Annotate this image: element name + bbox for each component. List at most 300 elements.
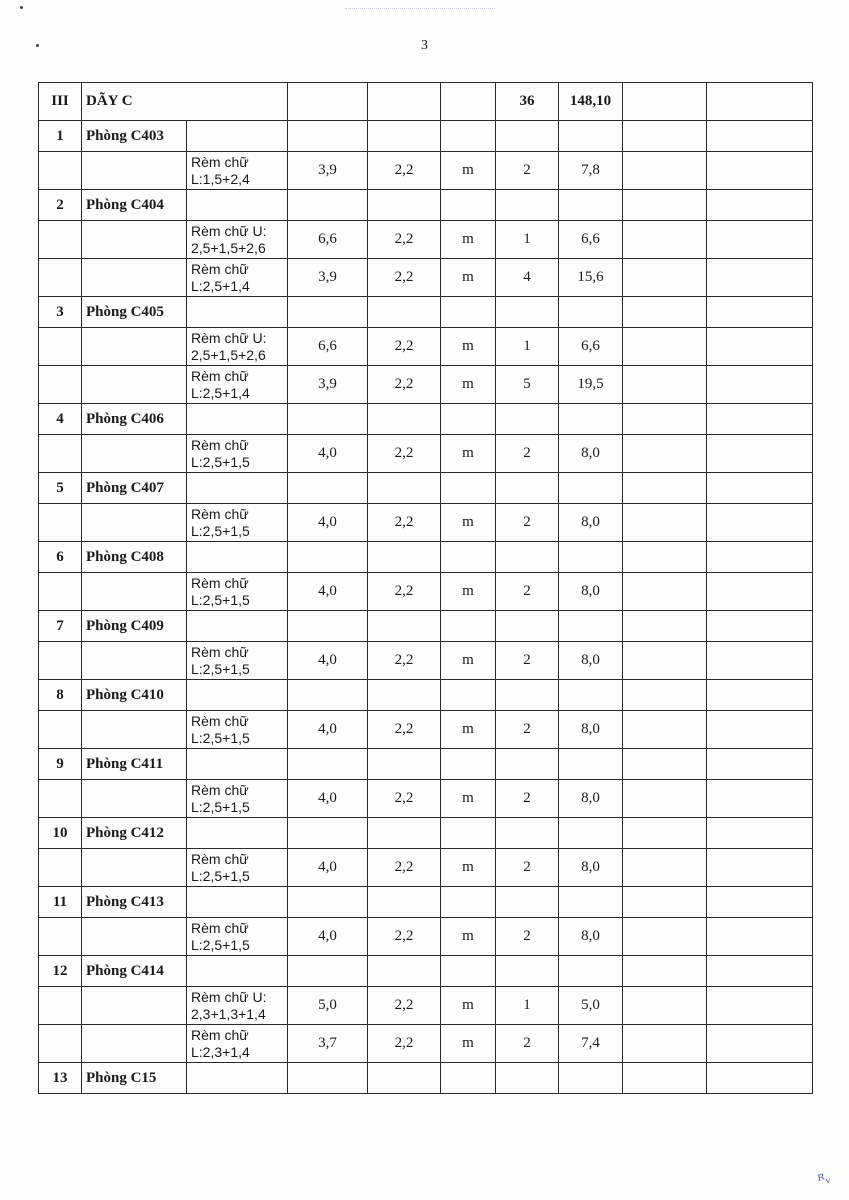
empty-cell — [559, 121, 623, 152]
empty-cell — [623, 297, 707, 328]
item-qty-cell: 2 — [496, 849, 559, 887]
empty-cell — [82, 504, 187, 542]
empty-cell — [187, 887, 288, 918]
room-name-cell: Phòng C407 — [82, 473, 187, 504]
empty-cell — [288, 542, 368, 573]
item-total-cell: 8,0 — [559, 504, 623, 542]
empty-cell — [441, 297, 496, 328]
room-row — [39, 121, 813, 152]
room-name-cell: Phòng C412 — [82, 818, 187, 849]
empty-cell — [441, 473, 496, 504]
empty-cell — [187, 121, 288, 152]
empty-cell — [707, 404, 813, 435]
empty-cell — [707, 987, 813, 1025]
item-row — [39, 711, 813, 749]
empty-cell — [441, 887, 496, 918]
empty-cell — [623, 259, 707, 297]
section-total-cell: 148,10 — [559, 83, 623, 121]
room-row — [39, 542, 813, 573]
item-unit-cell: m — [441, 642, 496, 680]
empty-cell — [288, 818, 368, 849]
item-qty-cell: 2 — [496, 504, 559, 542]
room-number-cell: 8 — [39, 680, 82, 711]
room-number-cell: 10 — [39, 818, 82, 849]
room-name-cell: Phòng C409 — [82, 611, 187, 642]
empty-cell — [707, 918, 813, 956]
empty-cell — [288, 680, 368, 711]
item-qty-cell: 2 — [496, 573, 559, 611]
item-row — [39, 642, 813, 680]
empty-cell — [441, 83, 496, 121]
item-description-cell: Rèm chữ U: 2,3+1,3+1,4 — [187, 987, 288, 1025]
empty-cell — [82, 918, 187, 956]
empty-cell — [187, 749, 288, 780]
empty-cell — [288, 1063, 368, 1094]
empty-cell — [707, 152, 813, 190]
item-qty-cell: 5 — [496, 366, 559, 404]
empty-cell — [39, 435, 82, 473]
empty-cell — [707, 749, 813, 780]
empty-cell — [707, 680, 813, 711]
room-name-cell: Phòng C408 — [82, 542, 187, 573]
empty-cell — [441, 404, 496, 435]
empty-cell — [187, 818, 288, 849]
empty-cell — [707, 83, 813, 121]
empty-cell — [623, 404, 707, 435]
empty-cell — [187, 680, 288, 711]
empty-cell — [82, 152, 187, 190]
item-description-cell: Rèm chữ L:1,5+2,4 — [187, 152, 288, 190]
item-unit-cell: m — [441, 328, 496, 366]
item-height-cell: 2,2 — [368, 987, 441, 1025]
empty-cell — [623, 711, 707, 749]
room-row — [39, 190, 813, 221]
empty-cell — [187, 542, 288, 573]
item-total-cell: 8,0 — [559, 918, 623, 956]
item-width-cell: 4,0 — [288, 711, 368, 749]
empty-cell — [368, 473, 441, 504]
empty-cell — [368, 83, 441, 121]
empty-cell — [288, 749, 368, 780]
empty-cell — [368, 611, 441, 642]
empty-cell — [39, 1025, 82, 1063]
room-name-cell: Phòng C403 — [82, 121, 187, 152]
empty-cell — [368, 297, 441, 328]
empty-cell — [441, 190, 496, 221]
item-qty-cell: 2 — [496, 435, 559, 473]
empty-cell — [559, 1063, 623, 1094]
item-total-cell: 7,4 — [559, 1025, 623, 1063]
empty-cell — [441, 1063, 496, 1094]
room-number-cell: 3 — [39, 297, 82, 328]
scan-dot — [20, 6, 23, 9]
item-height-cell: 2,2 — [368, 780, 441, 818]
empty-cell — [187, 1063, 288, 1094]
item-description-cell: Rèm chữ L:2,5+1,4 — [187, 259, 288, 297]
empty-cell — [82, 221, 187, 259]
item-description-cell: Rèm chữ U: 2,5+1,5+2,6 — [187, 328, 288, 366]
item-qty-cell: 4 — [496, 259, 559, 297]
empty-cell — [496, 121, 559, 152]
empty-cell — [39, 642, 82, 680]
item-width-cell: 6,6 — [288, 328, 368, 366]
item-row — [39, 987, 813, 1025]
empty-cell — [707, 221, 813, 259]
empty-cell — [288, 190, 368, 221]
item-description-cell: Rèm chữ L:2,5+1,5 — [187, 918, 288, 956]
item-description-cell: Rèm chữ L:2,5+1,5 — [187, 780, 288, 818]
item-unit-cell: m — [441, 259, 496, 297]
item-unit-cell: m — [441, 780, 496, 818]
empty-cell — [187, 297, 288, 328]
room-name-cell: Phòng C411 — [82, 749, 187, 780]
item-qty-cell: 1 — [496, 328, 559, 366]
empty-cell — [288, 83, 368, 121]
item-height-cell: 2,2 — [368, 259, 441, 297]
empty-cell — [496, 542, 559, 573]
empty-cell — [39, 573, 82, 611]
room-number-cell: 6 — [39, 542, 82, 573]
empty-cell — [82, 642, 187, 680]
page-number: 3 — [421, 38, 428, 53]
item-unit-cell: m — [441, 849, 496, 887]
empty-cell — [39, 987, 82, 1025]
item-width-cell: 3,7 — [288, 1025, 368, 1063]
empty-cell — [559, 297, 623, 328]
empty-cell — [559, 956, 623, 987]
item-unit-cell: m — [441, 366, 496, 404]
empty-cell — [707, 642, 813, 680]
empty-cell — [82, 435, 187, 473]
room-name-cell: Phòng C15 — [82, 1063, 187, 1094]
item-description-cell: Rèm chữ L:2,5+1,5 — [187, 711, 288, 749]
item-width-cell: 3,9 — [288, 259, 368, 297]
item-height-cell: 2,2 — [368, 328, 441, 366]
empty-cell — [39, 780, 82, 818]
room-name-cell: Phòng C406 — [82, 404, 187, 435]
empty-cell — [707, 849, 813, 887]
empty-cell — [496, 297, 559, 328]
room-number-cell: 4 — [39, 404, 82, 435]
item-height-cell: 2,2 — [368, 435, 441, 473]
empty-cell — [623, 749, 707, 780]
empty-cell — [368, 542, 441, 573]
room-number-cell: 5 — [39, 473, 82, 504]
empty-cell — [288, 121, 368, 152]
item-unit-cell: m — [441, 987, 496, 1025]
item-unit-cell: m — [441, 918, 496, 956]
empty-cell — [559, 404, 623, 435]
empty-cell — [707, 956, 813, 987]
item-row — [39, 918, 813, 956]
item-width-cell: 4,0 — [288, 849, 368, 887]
item-height-cell: 2,2 — [368, 711, 441, 749]
item-width-cell: 4,0 — [288, 918, 368, 956]
empty-cell — [496, 956, 559, 987]
section-row — [39, 83, 813, 121]
room-number-cell: 9 — [39, 749, 82, 780]
item-description-cell: Rèm chữ L:2,5+1,5 — [187, 573, 288, 611]
empty-cell — [368, 404, 441, 435]
empty-cell — [707, 435, 813, 473]
empty-cell — [707, 259, 813, 297]
room-row — [39, 473, 813, 504]
empty-cell — [623, 542, 707, 573]
item-width-cell: 4,0 — [288, 780, 368, 818]
item-description-cell: Rèm chữ L:2,5+1,5 — [187, 435, 288, 473]
empty-cell — [187, 611, 288, 642]
empty-cell — [82, 987, 187, 1025]
empty-cell — [707, 366, 813, 404]
empty-cell — [368, 887, 441, 918]
empty-cell — [559, 190, 623, 221]
item-total-cell: 8,0 — [559, 573, 623, 611]
empty-cell — [82, 366, 187, 404]
room-row — [39, 749, 813, 780]
item-width-cell: 4,0 — [288, 642, 368, 680]
item-unit-cell: m — [441, 435, 496, 473]
empty-cell — [707, 328, 813, 366]
room-name-cell: Phòng C410 — [82, 680, 187, 711]
item-height-cell: 2,2 — [368, 1025, 441, 1063]
empty-cell — [623, 1063, 707, 1094]
item-height-cell: 2,2 — [368, 221, 441, 259]
empty-cell — [39, 221, 82, 259]
item-width-cell: 4,0 — [288, 435, 368, 473]
empty-cell — [187, 473, 288, 504]
item-height-cell: 2,2 — [368, 366, 441, 404]
room-number-cell: 2 — [39, 190, 82, 221]
room-row — [39, 887, 813, 918]
empty-cell — [39, 918, 82, 956]
empty-cell — [368, 818, 441, 849]
empty-cell — [707, 1025, 813, 1063]
item-row — [39, 849, 813, 887]
empty-cell — [707, 504, 813, 542]
item-row — [39, 780, 813, 818]
empty-cell — [707, 1063, 813, 1094]
empty-cell — [623, 987, 707, 1025]
item-qty-cell: 1 — [496, 221, 559, 259]
item-unit-cell: m — [441, 573, 496, 611]
empty-cell — [623, 435, 707, 473]
item-width-cell: 6,6 — [288, 221, 368, 259]
room-name-cell: Phòng C405 — [82, 297, 187, 328]
room-row — [39, 611, 813, 642]
empty-cell — [39, 849, 82, 887]
empty-cell — [623, 573, 707, 611]
empty-cell — [623, 887, 707, 918]
empty-cell — [82, 1025, 187, 1063]
item-total-cell: 8,0 — [559, 435, 623, 473]
empty-cell — [707, 573, 813, 611]
item-description-cell: Rèm chữ U: 2,5+1,5+2,6 — [187, 221, 288, 259]
empty-cell — [39, 711, 82, 749]
empty-cell — [623, 611, 707, 642]
item-row — [39, 259, 813, 297]
item-row — [39, 152, 813, 190]
item-unit-cell: m — [441, 221, 496, 259]
item-row — [39, 328, 813, 366]
empty-cell — [707, 887, 813, 918]
empty-cell — [496, 611, 559, 642]
empty-cell — [623, 121, 707, 152]
item-width-cell: 5,0 — [288, 987, 368, 1025]
empty-cell — [187, 956, 288, 987]
item-description-cell: Rèm chữ L:2,5+1,5 — [187, 849, 288, 887]
room-number-cell: 11 — [39, 887, 82, 918]
item-total-cell: 15,6 — [559, 259, 623, 297]
item-height-cell: 2,2 — [368, 573, 441, 611]
empty-cell — [496, 473, 559, 504]
empty-cell — [623, 504, 707, 542]
item-total-cell: 7,8 — [559, 152, 623, 190]
item-row — [39, 366, 813, 404]
empty-cell — [496, 190, 559, 221]
section-number-cell: III — [39, 83, 82, 121]
empty-cell — [559, 611, 623, 642]
empty-cell — [39, 328, 82, 366]
item-total-cell: 8,0 — [559, 849, 623, 887]
empty-cell — [559, 749, 623, 780]
empty-cell — [39, 152, 82, 190]
empty-cell — [39, 504, 82, 542]
empty-cell — [707, 542, 813, 573]
room-row — [39, 404, 813, 435]
room-number-cell: 7 — [39, 611, 82, 642]
table-body — [39, 83, 813, 1094]
empty-cell — [707, 780, 813, 818]
empty-cell — [623, 190, 707, 221]
item-row — [39, 221, 813, 259]
empty-cell — [623, 1025, 707, 1063]
item-height-cell: 2,2 — [368, 152, 441, 190]
item-total-cell: 8,0 — [559, 642, 623, 680]
empty-cell — [496, 404, 559, 435]
empty-cell — [39, 366, 82, 404]
empty-cell — [288, 473, 368, 504]
item-total-cell: 8,0 — [559, 711, 623, 749]
item-description-cell: Rèm chữ L:2,5+1,5 — [187, 504, 288, 542]
item-description-cell: Rèm chữ L:2,3+1,4 — [187, 1025, 288, 1063]
empty-cell — [559, 542, 623, 573]
item-total-cell: 8,0 — [559, 780, 623, 818]
empty-cell — [707, 611, 813, 642]
item-width-cell: 4,0 — [288, 573, 368, 611]
empty-cell — [623, 849, 707, 887]
empty-cell — [623, 473, 707, 504]
empty-cell — [368, 190, 441, 221]
room-name-cell: Phòng C404 — [82, 190, 187, 221]
item-width-cell: 3,9 — [288, 152, 368, 190]
empty-cell — [623, 818, 707, 849]
item-total-cell: 6,6 — [559, 221, 623, 259]
empty-cell — [707, 297, 813, 328]
empty-cell — [368, 956, 441, 987]
item-height-cell: 2,2 — [368, 642, 441, 680]
empty-cell — [496, 749, 559, 780]
item-row — [39, 1025, 813, 1063]
item-unit-cell: m — [441, 711, 496, 749]
empty-cell — [623, 83, 707, 121]
item-description-cell: Rèm chữ L:2,5+1,4 — [187, 366, 288, 404]
empty-cell — [187, 404, 288, 435]
item-total-cell: 19,5 — [559, 366, 623, 404]
item-row — [39, 435, 813, 473]
empty-cell — [368, 121, 441, 152]
empty-cell — [441, 956, 496, 987]
empty-cell — [288, 404, 368, 435]
empty-cell — [441, 749, 496, 780]
item-height-cell: 2,2 — [368, 504, 441, 542]
empty-cell — [288, 887, 368, 918]
empty-cell — [559, 473, 623, 504]
room-number-cell: 1 — [39, 121, 82, 152]
empty-cell — [623, 956, 707, 987]
empty-cell — [559, 818, 623, 849]
empty-cell — [707, 473, 813, 504]
item-description-cell: Rèm chữ L:2,5+1,5 — [187, 642, 288, 680]
item-unit-cell: m — [441, 1025, 496, 1063]
item-unit-cell: m — [441, 504, 496, 542]
room-row — [39, 1063, 813, 1094]
room-row — [39, 818, 813, 849]
empty-cell — [623, 642, 707, 680]
empty-cell — [496, 887, 559, 918]
empty-cell — [496, 680, 559, 711]
item-total-cell: 6,6 — [559, 328, 623, 366]
empty-cell — [623, 780, 707, 818]
empty-cell — [496, 1063, 559, 1094]
empty-cell — [39, 259, 82, 297]
item-height-cell: 2,2 — [368, 918, 441, 956]
empty-cell — [82, 573, 187, 611]
item-unit-cell: m — [441, 152, 496, 190]
empty-cell — [82, 711, 187, 749]
section-qty-cell: 36 — [496, 83, 559, 121]
room-name-cell: Phòng C413 — [82, 887, 187, 918]
item-qty-cell: 2 — [496, 152, 559, 190]
empty-cell — [559, 680, 623, 711]
item-qty-cell: 1 — [496, 987, 559, 1025]
item-qty-cell: 2 — [496, 711, 559, 749]
room-row — [39, 956, 813, 987]
empty-cell — [623, 680, 707, 711]
room-name-cell: Phòng C414 — [82, 956, 187, 987]
item-row — [39, 573, 813, 611]
empty-cell — [559, 887, 623, 918]
empty-cell — [187, 190, 288, 221]
empty-cell — [288, 956, 368, 987]
empty-cell — [288, 611, 368, 642]
item-width-cell: 3,9 — [288, 366, 368, 404]
item-total-cell: 5,0 — [559, 987, 623, 1025]
empty-cell — [496, 818, 559, 849]
room-row — [39, 297, 813, 328]
empty-cell — [82, 849, 187, 887]
item-qty-cell: 2 — [496, 642, 559, 680]
empty-cell — [707, 190, 813, 221]
empty-cell — [707, 711, 813, 749]
scan-mark — [345, 0, 495, 9]
empty-cell — [288, 297, 368, 328]
item-row — [39, 504, 813, 542]
empty-cell — [441, 542, 496, 573]
empty-cell — [707, 818, 813, 849]
empty-cell — [82, 259, 187, 297]
item-height-cell: 2,2 — [368, 849, 441, 887]
item-qty-cell: 2 — [496, 1025, 559, 1063]
